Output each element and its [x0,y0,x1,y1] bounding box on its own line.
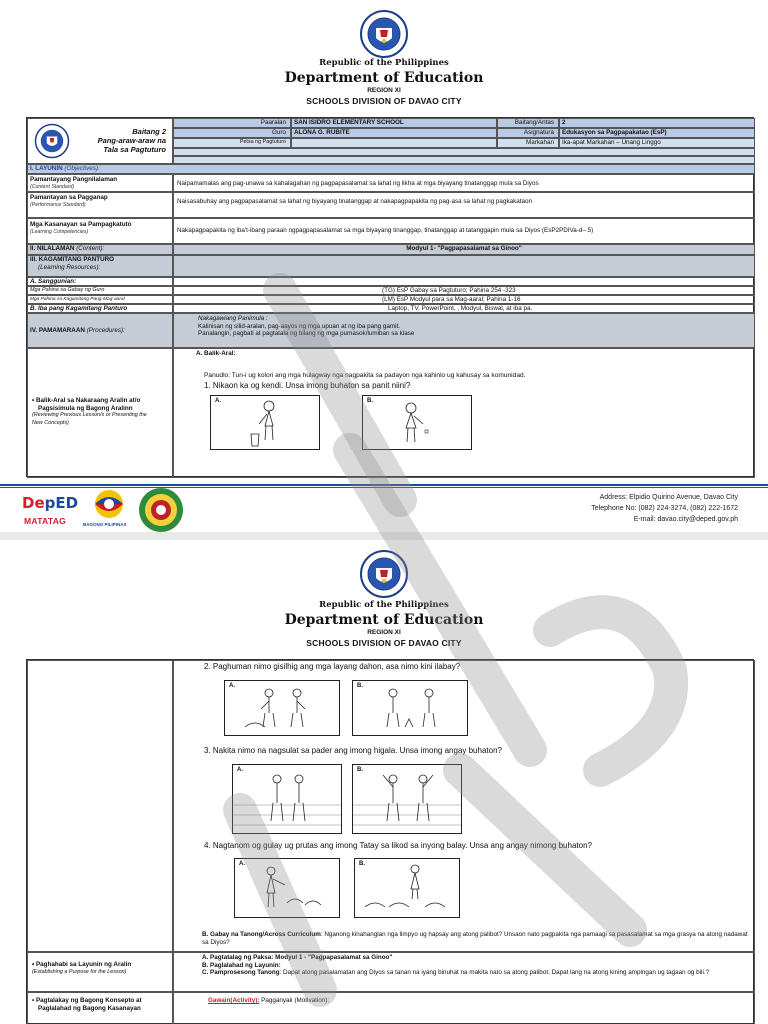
girl-picking-vegetables-icon [355,859,459,917]
references-label: A. Sanggunian: [27,277,173,286]
question-3: 3. Nakita nimo na nagsulat sa pader ang imong higala. Unsa imong angay buhaton? [204,746,502,755]
page-separator [0,532,768,540]
tg-label: Mga Pahina sa Gabay ng Guro [27,286,173,295]
lm-value: (LM) EsP Modyul para sa Mag-aaral; Pahina 1-16 [173,295,755,304]
department-heading-page-2: Department of Education [284,612,484,628]
q1-picture-a: A. [210,395,320,450]
resources-heading: III. KAGAMITANG PANTURO (Learning Resources): [27,255,173,277]
division-heading: SCHOOLS DIVISION OF DAVAO CITY [306,96,462,106]
grade-title-2: Pang-araw-araw na [97,136,166,145]
children-writing-wall-icon [353,765,461,833]
question-4: 4. Nagtanom og gulay ug prutas ang imong Tatay sa likod sa inyong balay. Unsa ang angay nimong buhaton? [204,841,592,850]
girl-dropping-wrapper-icon [363,396,471,449]
deped-seal-icon-page-2 [360,550,408,598]
school-label: Paaralan [173,118,291,128]
purpose-content: A. Pagtatalag ng Paksa: Modyul 1 - "Pagpapasalamat sa Ginoo" B. Paglalahad ng Layunin: C. Pamprosesong Tanong: Dapat atong pasalamatan ang Diyos sa tanan na iyang binuhat na makita nato sa atong palibot. Dapat lang na atong kining ampingan ug tagaan og bili.? [173,952,755,992]
review-content-cell [173,348,755,478]
review-label-cell: • Balik-Aral sa Nakaraang Aralin at/o Pagsisimula ng Bagong Aralinn (Reviewing Previous Lesson/s or Presenting the New Concepts) [27,348,173,478]
page-2 [0,540,768,1024]
activity-text: Pagganyak (Motivation): [259,997,330,1004]
subject-label: Asignatura [497,128,559,138]
other-materials-value: Laptop, TV, PowerPoint, , Modyul, Biswal, at iba pa. [173,304,755,313]
header-logo-cell [27,118,173,164]
content-heading: II. NILALAMAN (Content): [27,244,173,255]
republic-heading-page-2: Republic of the Philippines [319,600,449,610]
review-title: A. Balik-Aral: [196,350,236,357]
review-continued-label-cell [27,660,173,952]
routine-block: Nakagawiang Panimula : Kalinisan ng silid-aralan, pag-aayos ng mga upuan at ng iba pang gamit. Panalangin, pagbati at pagtatala ng bilang ng mga pumasok/lumiban sa klase [173,313,755,348]
new-concept-label-cell: • Pagtalakay ng Bagong Konsepto at Paglalahad ng Bagong Kasanayan [27,992,173,1024]
grade-label: Baitang/Antas [497,118,559,128]
division-heading-page-2: SCHOOLS DIVISION OF DAVAO CITY [306,638,462,648]
republic-heading: Republic of the Philippines [319,58,449,68]
deped-logo: DepED [22,494,79,512]
subject-value: Edukasyon sa Pagpapakatao (EsP) [559,128,755,138]
resources-blank [173,255,755,277]
competency-text: Nakapagpapakita ng iba't-ibang paraan ngpagpapasalamat sa mga biyayang tinanggap, tinatanggap at tatanggapin mula sa Diyos (EsP2PDIVa-d– 5) [173,218,755,244]
children-burning-leaves-icon [353,681,467,735]
tg-value: (TG) EsP Gabay sa Pagtuturo; Pahina 254 -323 [173,286,755,295]
lm-label: Mga Pahina sa Kagamitang Pang-Mag-aaral [27,295,173,304]
lesson-log-table-page-2 [26,659,754,1024]
quarter-label: Markahan [497,138,559,148]
q2-picture-b: B. [352,680,468,736]
q4-picture-b: B. [354,858,460,918]
deped-seal-icon [360,10,408,58]
grade-value: 2 [559,118,755,128]
bagong-pilipinas-text: BAGONG PILIPINAS [83,522,127,527]
lesson-log-table-page-1 [26,117,754,477]
grade-title-3: Tala sa Pagtuturo [103,145,166,154]
q3-picture-b: B. [352,764,462,834]
footer-address-block [591,492,738,525]
davao-division-seal-icon [138,487,184,533]
teacher-label: Guro [173,128,291,138]
question-1: 1. Nikaon ka og kendi. Unsa imong buhaton sa panit niini? [204,381,411,390]
quarter-value: Ika-apat Markahan – Unang Linggo [559,138,755,148]
content-standard-text: Naipamamalas ang pag-unawa sa kahalagahan ng pagpapasalamat sa lahat ng likha at mga biyayang tinatanggap mula sa Diyos [173,174,755,192]
purpose-label-cell: • Paghahabi sa Layunin ng Aralin (Establishing a Purpose for the Lesson) [27,952,173,992]
girl-trash-can-icon [211,396,319,449]
q4-picture-a: A. [234,858,340,918]
new-concept-content [173,992,755,1024]
objectives-heading: I. LAYUNIN (Objectives): [27,164,755,174]
department-heading: Department of Education [284,70,484,86]
review-continued-content [173,660,755,952]
references-blank [173,277,755,286]
date-label: Petsa ng Pagtuturo [173,138,291,148]
q1-picture-b: B. [362,395,472,450]
grade-title-1: Baitang 2 [132,127,166,136]
matatag-logo: MATATAG [24,516,67,526]
performance-label-cell: Pamantayan sa Pagganap (Performance Standard) [27,192,173,218]
footer-email: E-mail: davao.city@deped.gov.ph [633,516,738,523]
competency-label-cell: Mga Kasanayan sa Pampagkatuto (Learning Competencies) [27,218,173,244]
content-standard-label-cell: Pamantayang Pangnilalaman (Content Standard) [27,174,173,192]
region-heading: REGION XI [367,87,401,94]
performance-text: Naisasabuhay ang pagpapasalamat sa lahat ng biyayang tinatanggap at nakapagpapakita ng pag-asa sa lahat ng pagkakataon [173,192,755,218]
children-talking-wall-icon [233,765,341,833]
guide-question: B. Gabay na Tanong/Across Curriculum: Nganong kinahanglan nga limpyo ug hapsay ang atong palibot? Unsaon nato pagpakita nga pamaagi sa pasasalamat sa mga grasya na atong nadawat sa Diyos? [202,931,748,946]
q3-picture-a: A. [232,764,342,834]
teacher-value: ALONA G. RUBITE [291,128,497,138]
review-instruction: Panudlo: Tun-i ug kolori ang mga hulagway nga nagpakita sa padayon nga kahinlo ug kahusay sa komunidad. [204,372,526,379]
footer-address: Address: Elpidio Quirino Avenue, Davao City [599,494,738,501]
question-2: 2. Paghuman nimo gisilhig ang mga layang dahon, asa nimo kini ilabay? [204,662,461,671]
bagong-pilipinas-logo-icon [88,488,130,520]
region-heading-page-2: REGION XI [367,629,401,636]
school-value: SAN ISIDRO ELEMENTARY SCHOOL [291,118,497,128]
footer-telephone: Telephone No: (082) 224-3274, (082) 222-1672 [591,505,738,512]
activity-label: Gawain(Activity): [208,997,260,1004]
girl-watering-plants-icon [235,859,339,917]
date-value [291,138,497,148]
deped-seal-small-icon [34,123,70,159]
children-sweeping-icon [225,681,339,735]
other-materials-label: B. Iba pang Kagamitang Panturo [27,304,173,313]
header-blank-row [173,148,755,156]
header-blank-row-2 [173,156,755,164]
footer-divider-blue [0,484,768,486]
q2-picture-a: A. [224,680,340,736]
module-title: Modyul 1- "Pagpapasalamat sa Ginoo" [173,244,755,255]
procedures-heading: IV. PAMAMARAAN (Procedures): [27,313,173,348]
